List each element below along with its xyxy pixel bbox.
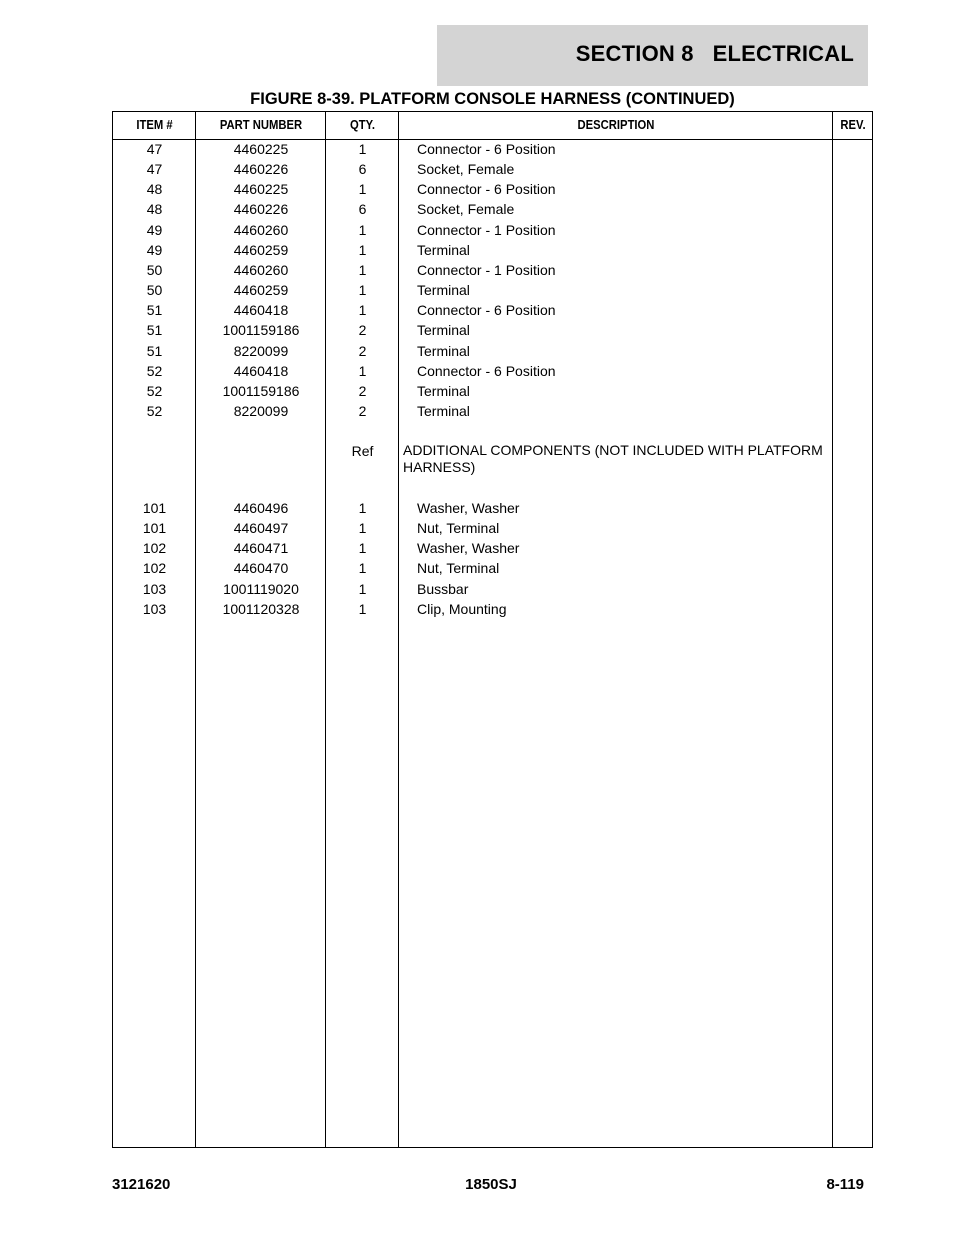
description-cell: ADDITIONAL COMPONENTS (NOT INCLUDED WITH PLATFORM HARNESS) [403,442,823,476]
qty-cell: 1 [358,580,367,597]
part-number-cell: 4460225 [233,141,289,157]
part-number-cell: 4460418 [233,362,289,379]
description-cell: Terminal [417,322,470,339]
table-row [113,199,872,219]
section-title: SECTION 8 ELECTRICAL [575,41,854,66]
qty-cell: 1 [358,261,367,278]
table-row [113,240,872,260]
table-row [113,220,872,240]
item-cell: 103 [142,580,167,597]
description-cell: Connector - 1 Position [417,221,556,238]
table-row [113,341,872,361]
item-cell: 52 [146,382,163,399]
qty-cell: 2 [358,402,367,419]
qty-cell: 1 [358,362,367,379]
part-number-cell: 4460226 [233,201,289,218]
description-cell: Connector - 6 Position [417,302,556,319]
item-cell: 102 [142,540,167,557]
item-cell: 103 [142,600,167,617]
column-header-rev: REV. [840,118,866,132]
description-cell: Socket, Female [417,161,515,178]
description-cell: Nut, Terminal [417,560,500,577]
description-cell: Connector - 6 Position [417,181,556,198]
table-note-row [113,441,872,476]
table-row [113,361,872,381]
column-header-item: ITEM # [136,118,173,132]
table-row [113,260,872,280]
item-cell: 48 [146,181,163,198]
page-number: 8-119 [826,1176,864,1193]
description-cell: Terminal [417,402,470,419]
part-number-cell: 4460496 [233,500,289,516]
part-number-cell: 4460260 [233,261,289,278]
qty-cell: 1 [358,600,367,617]
part-number-cell: 1001120328 [222,600,300,617]
qty-cell: 1 [358,500,367,516]
item-cell: 47 [146,141,163,157]
item-cell: 49 [146,241,163,258]
qty-cell: 1 [358,141,367,157]
qty-cell: 1 [358,302,367,319]
item-cell: 50 [146,282,163,299]
description-cell: Terminal [417,342,470,359]
column-header-qty: QTY. [349,118,376,132]
item-cell: 52 [146,402,163,419]
description-cell: Washer, Washer [417,540,520,557]
part-number-cell: 8220099 [233,342,289,359]
table-row [113,381,872,401]
item-cell: 50 [146,261,163,278]
table-row [113,558,872,578]
part-number-cell: 4460470 [233,560,289,577]
qty-cell: 2 [358,322,367,339]
qty-cell: 2 [358,342,367,359]
qty-cell: 1 [358,282,367,299]
description-cell: Washer, Washer [417,500,520,516]
description-cell: Bussbar [417,580,469,597]
description-cell: Connector - 6 Position [417,141,556,157]
qty-cell: 1 [358,181,367,198]
item-cell: 101 [142,520,167,537]
description-cell: Nut, Terminal [417,520,500,537]
qty-cell: 6 [358,201,367,218]
qty-cell: 6 [358,161,367,178]
item-cell: 51 [146,302,163,319]
section-header [437,25,868,86]
parts-table [112,111,873,1148]
item-cell: 51 [146,322,163,339]
qty-cell: 1 [358,540,367,557]
table-row [113,599,872,619]
item-cell: 47 [146,161,163,178]
part-number-cell: 4460226 [233,161,289,178]
qty-cell: 1 [358,560,367,577]
table-row [113,300,872,320]
part-number-cell: 4460225 [233,181,289,198]
figure-title: FIGURE 8-39. PLATFORM CONSOLE HARNESS (CONTINUED) [250,90,735,108]
description-cell: Connector - 6 Position [417,362,556,379]
item-cell: 52 [146,362,163,379]
doc-number: 3121620 [112,1176,171,1193]
description-cell: Terminal [417,241,470,258]
description-cell: Terminal [417,282,470,299]
part-number-cell: 4460259 [233,241,289,258]
qty-cell: 1 [358,241,367,258]
description-cell: Socket, Female [417,201,515,218]
table-row [113,320,872,340]
part-number-cell: 1001159186 [222,382,300,399]
table-row [113,179,872,199]
qty-cell: 1 [358,520,367,537]
column-header-part-number: PART NUMBER [219,118,303,132]
part-number-cell: 4460260 [233,221,289,238]
table-row [113,280,872,300]
item-cell: 51 [146,342,163,359]
table-row [113,518,872,538]
description-cell: Clip, Mounting [417,600,507,617]
part-number-cell: 8220099 [233,402,289,419]
item-cell: 48 [146,201,163,218]
qty-cell: 1 [358,221,367,238]
description-cell: Terminal [417,382,470,399]
item-cell: 101 [142,500,167,516]
part-number-cell: 1001159186 [222,322,300,339]
table-row [113,159,872,179]
part-number-cell: 4460497 [233,520,289,537]
table-row [113,498,872,518]
part-number-cell: 4460418 [233,302,289,319]
table-row [113,139,872,159]
model-name: 1850SJ [465,1176,517,1193]
part-number-cell: 4460471 [233,540,289,557]
table-row [113,538,872,558]
item-cell: 49 [146,221,163,238]
table-row [113,579,872,599]
description-cell: Connector - 1 Position [417,261,556,278]
part-number-cell: 1001119020 [223,580,299,597]
qty-cell: 2 [358,382,367,399]
column-header-description: DESCRIPTION [577,118,655,132]
item-cell: 102 [142,560,167,577]
qty-cell: Ref [351,443,374,460]
part-number-cell: 4460259 [233,282,289,299]
table-row [113,401,872,421]
